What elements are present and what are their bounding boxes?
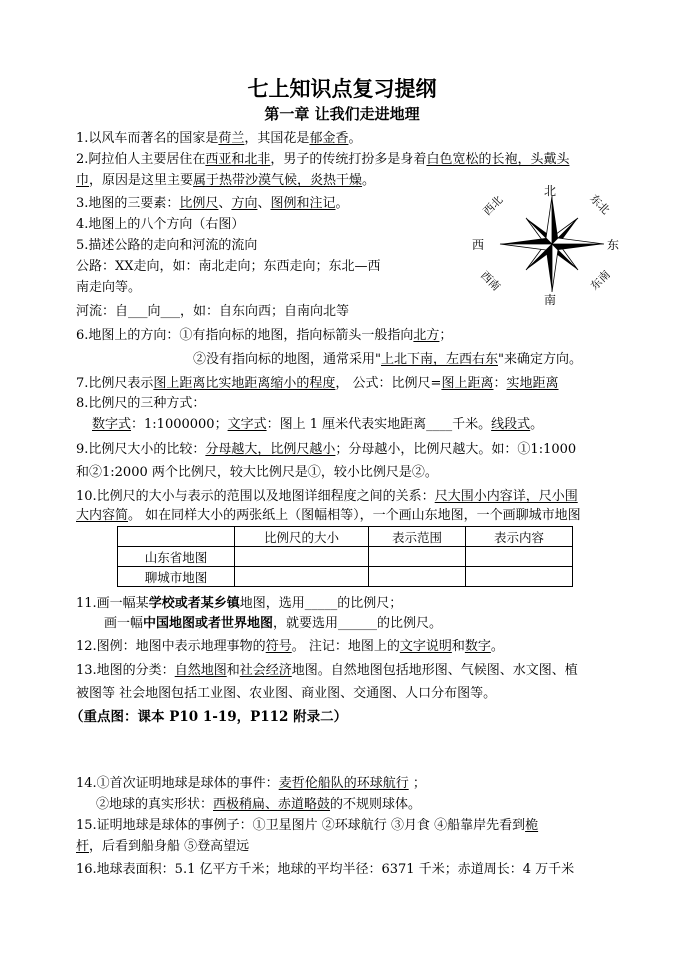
item-9: 9.比例尺大小的比较：分母越大，比例尺越小；分母越小，比例尺越大。如：①1:1000 [76, 442, 577, 457]
item-5-road: 公路：XX走向，如：南北走向；东西走向；东北—西 [76, 259, 381, 274]
item-4: 4.地图上的八个方向（右图） [76, 217, 245, 232]
item-5-road-cont: 南走向等。 [76, 280, 142, 295]
item-2: 2.阿拉伯人主要居住在西亚和北非，男子的传统打扮多是身着白色宽松的长袍，头戴头 [76, 152, 570, 167]
key-figures-note: （重点图：课本 P10 1-19，P112 附录二） [70, 709, 348, 725]
item-15-cont: 杆，后看到船身船 ⑤登高望远 [76, 839, 250, 854]
table-cell [466, 567, 573, 587]
item-1: 1.以风车而著名的国家是荷兰，其国花是郁金香。 [76, 131, 362, 146]
item-2-cont: 巾，原因是这里主要属于热带沙漠气候，炎热干燥。 [76, 173, 376, 188]
scale-comparison-table [117, 526, 573, 587]
item-11: 11.画一幅某学校或者某乡镇地图，选用_____的比例尺； [76, 596, 403, 611]
item-12: 12.图例：地图中表示地理事物的符号。 注记：地图上的文字说明和数字。 [76, 639, 504, 654]
compass-northeast-label: 东北 [587, 192, 613, 217]
table-row [118, 547, 573, 567]
item-14: 14.①首次证明地球是球体的事件：麦哲伦船队的环球航行 ； [76, 776, 426, 791]
item-13: 13.地图的分类：自然地图和社会经济地图。自然地图包括地形图、气候图、水文图、植 [76, 663, 578, 678]
table-header-cell [118, 527, 235, 547]
compass-east-label: 东 [607, 238, 620, 252]
item-13-cont: 被图等 社会地图包括工业图、农业图、商业图、交通图、人口分布图等。 [76, 686, 497, 701]
compass-west-label: 西 [472, 238, 485, 252]
compass-northwest-label: 西北 [480, 193, 506, 219]
item-10: 10.比例尺的大小与表示的范围以及地图详细程度之间的关系：尺大围小内容详，尺小围 [76, 489, 578, 504]
table-cell [466, 547, 573, 567]
compass-southwest-label: 西南 [477, 268, 503, 294]
page-title: 七上知识点复习提纲 [247, 76, 437, 101]
item-5: 5.描述公路的走向和河流的流向 [76, 238, 258, 253]
table-header-cell: 表示范围 [369, 527, 466, 547]
item-9-cont: 和②1:2000 两个比例尺，较大比例尺是①，较小比例尺是②。 [76, 465, 438, 480]
item-5-river: 河流：自___向___，如：自东向西；自南向北等 [76, 304, 350, 319]
compass-south-label: 南 [544, 293, 557, 307]
table-header-cell: 比例尺的大小 [235, 527, 369, 547]
item-16: 16.地球表面积：5.1 亿平方千米；地球的平均半径：6371 千米；赤道周长：4 万千米 [76, 862, 575, 877]
chapter-1-heading: 第一章 让我们走进地理 [264, 105, 420, 123]
item-10-cont: 大内容简。 如在同样大小的两张纸上（图幅相等），一个画山东地图，一个画聊城市地图 [76, 508, 581, 523]
item-8: 8.比例尺的三种方式： [76, 396, 206, 411]
table-cell: 山东省地图 [118, 547, 235, 567]
table-row [118, 567, 573, 587]
item-14-b: ②地球的真实形状：西极稍扁、赤道略鼓的不规则球体。 [96, 797, 422, 812]
table-cell [369, 547, 466, 567]
table-cell: 聊城市地图 [118, 567, 235, 587]
item-15: 15.证明地球是球体的事例子：①卫星图片 ②环球航行 ③月食 ④船靠岸先看到桅 [76, 818, 539, 833]
table-cell [369, 567, 466, 587]
item-6-b: ②没有指向标的地图，通常采用"上北下南，左西右东"来确定方向。 [193, 352, 582, 367]
table-header-row [118, 527, 573, 547]
compass-southeast-label: 东南 [588, 267, 613, 293]
compass-north-label: 北 [544, 184, 557, 198]
compass-rose-diagram [472, 184, 632, 308]
item-3: 3.地图的三要素：比例尺、方向、图例和注记。 [76, 196, 349, 211]
item-11-b: 画一幅中国地图或者世界地图，就要选用______的比例尺。 [104, 616, 443, 631]
table-header-cell: 表示内容 [466, 527, 573, 547]
compass-star-icon [500, 196, 604, 292]
item-6: 6.地图上的方向：①有指向标的地图，指向标箭头一般指向北方； [76, 328, 453, 343]
table-cell [235, 547, 369, 567]
table-cell [235, 567, 369, 587]
item-7: 7.比例尺表示图上距离比实地距离缩小的程度， 公式：比例尺=图上距离：实地距离 [76, 376, 559, 391]
item-8-methods: 数字式：1:1000000；文字式：图上 1 厘米代表实地距离____千米。线段式。 [92, 417, 544, 432]
